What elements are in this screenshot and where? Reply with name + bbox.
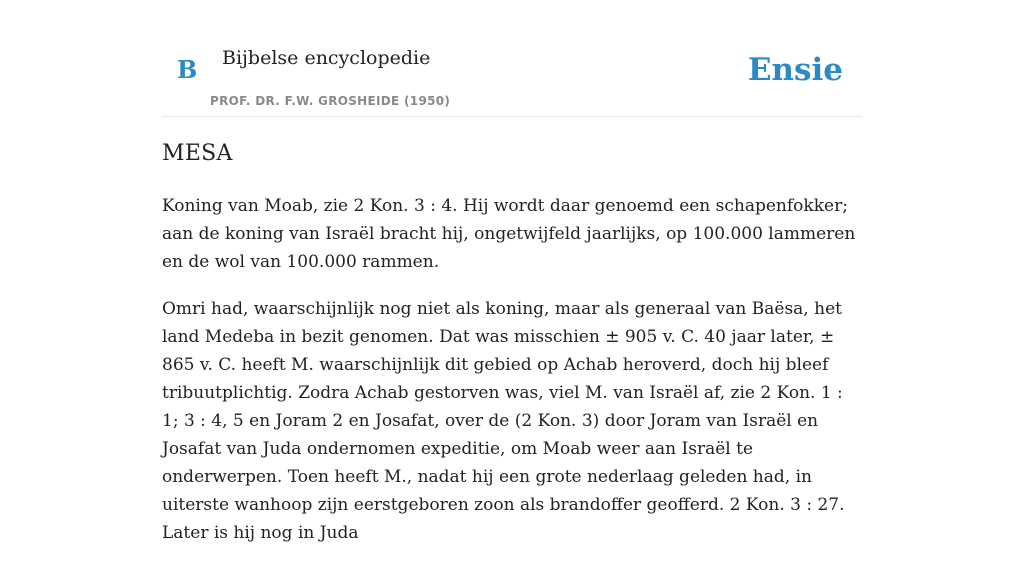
book-title[interactable]: Bijbelse encyclopedie [222, 47, 431, 69]
header [162, 0, 862, 117]
brand-logo-link[interactable]: Ensie [747, 52, 843, 88]
article-title: MESA [162, 141, 233, 166]
book-author: PROF. DR. F.W. GROSHEIDE (1950) [210, 94, 451, 108]
article [162, 138, 862, 566]
article-paragraph: Omri had, waarschijnlijk nog niet als koning, maar als generaal van Baësa, het land Medeba in bezit genomen. Dat was misschien ± 905 v. C. 40 jaar later, ± 865 v. C. heeft M. waarschijnlijk dit gebied op Achab heroverd, doch hij bleef tribuutplichtig. Zodra Achab gestorven was, viel M. van Israël af, zie 2 Kon. 1 : 1; 3 : 4, 5 en Joram 2 en Josafat, over de (2 Kon. 3) door Joram van Israël en Josafat van Juda ondernomen expeditie, om Moab weer aan Israël te onderwerpen. Toen heeft M., nadat hij een grote nederlaag geleden had, in uiterste wanhoop zijn eerstgeboren zoon als brandoffer geofferd. 2 Kon. 3 : 27. Later is hij nog in Juda [162, 299, 845, 543]
article-paragraph: Koning van Moab, zie 2 Kon. 3 : 4. Hij wordt daar genoemd een schapenfokker; aan de koning van Israël bracht hij, ongetwijfeld jaarlijks, op 100.000 lammeren en de wol van 100.000 rammen. [162, 196, 856, 272]
book-logo-letter: B [177, 55, 198, 84]
